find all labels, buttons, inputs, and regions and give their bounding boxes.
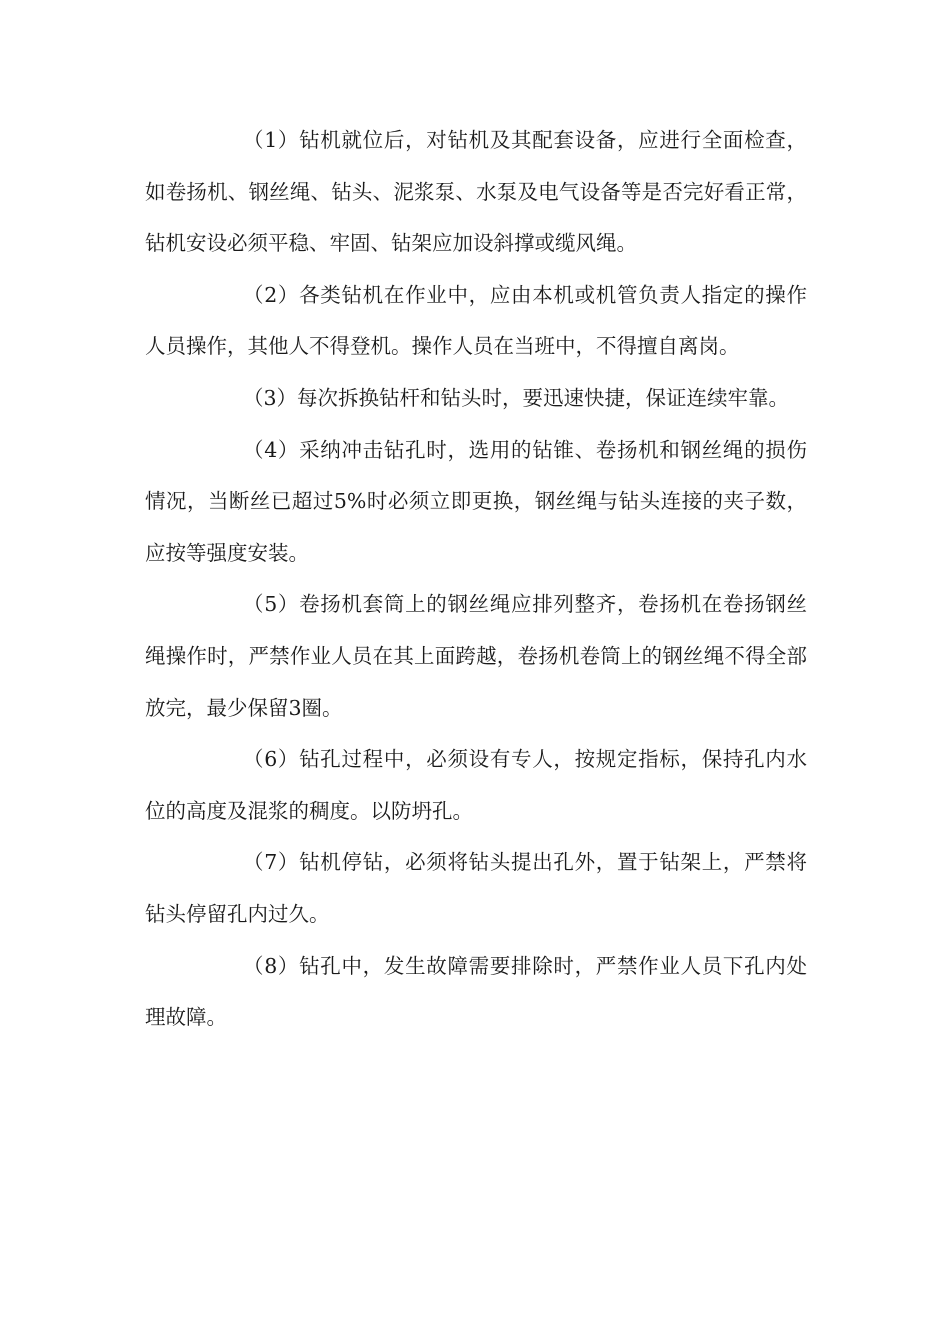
paragraph-4: （4）采纳冲击钻孔时，选用的钻锥、卷扬机和钢丝绳的损伤情况，当断丝已超过5%时必须立即更换，钢丝绳与钻头连接的夹子数，应按等强度安装。 <box>145 437 807 565</box>
paragraph-5: （5）卷扬机套筒上的钢丝绳应排列整齐，卷扬机在卷扬钢丝绳操作时，严禁作业人员在其上面跨越，卷扬机卷筒上的钢丝绳不得全部放完，最少保留3圈。 <box>145 592 807 720</box>
paragraph-8: （8）钻孔中，发生故障需要排除时，严禁作业人员下孔内处理故障。 <box>145 953 807 1030</box>
paragraph-6: （6）钻孔过程中，必须设有专人，按规定指标，保持孔内水位的高度及混浆的稠度。以防坍孔。 <box>145 747 807 823</box>
document-body <box>145 115 807 1044</box>
paragraph-3: （3）每次拆换钻杆和钻头时，要迅速快捷，保证连续牢靠。 <box>243 385 790 410</box>
paragraph-7: （7）钻机停钻，必须将钻头提出孔外，置于钻架上，严禁将钻头停留孔内过久。 <box>145 850 807 926</box>
paragraph-1: （1）钻机就位后，对钻机及其配套设备，应进行全面检查，如卷扬机、钢丝绳、钻头、泥浆泵、水泵及电气设备等是否完好看正常，钻机安设必须平稳、牢固、钻架应加设斜撑或缆风绳。 <box>145 128 807 256</box>
paragraph-2: （2）各类钻机在作业中，应由本机或机管负责人指定的操作人员操作，其他人不得登机。操作人员在当班中，不得擅自离岗。 <box>145 282 807 359</box>
